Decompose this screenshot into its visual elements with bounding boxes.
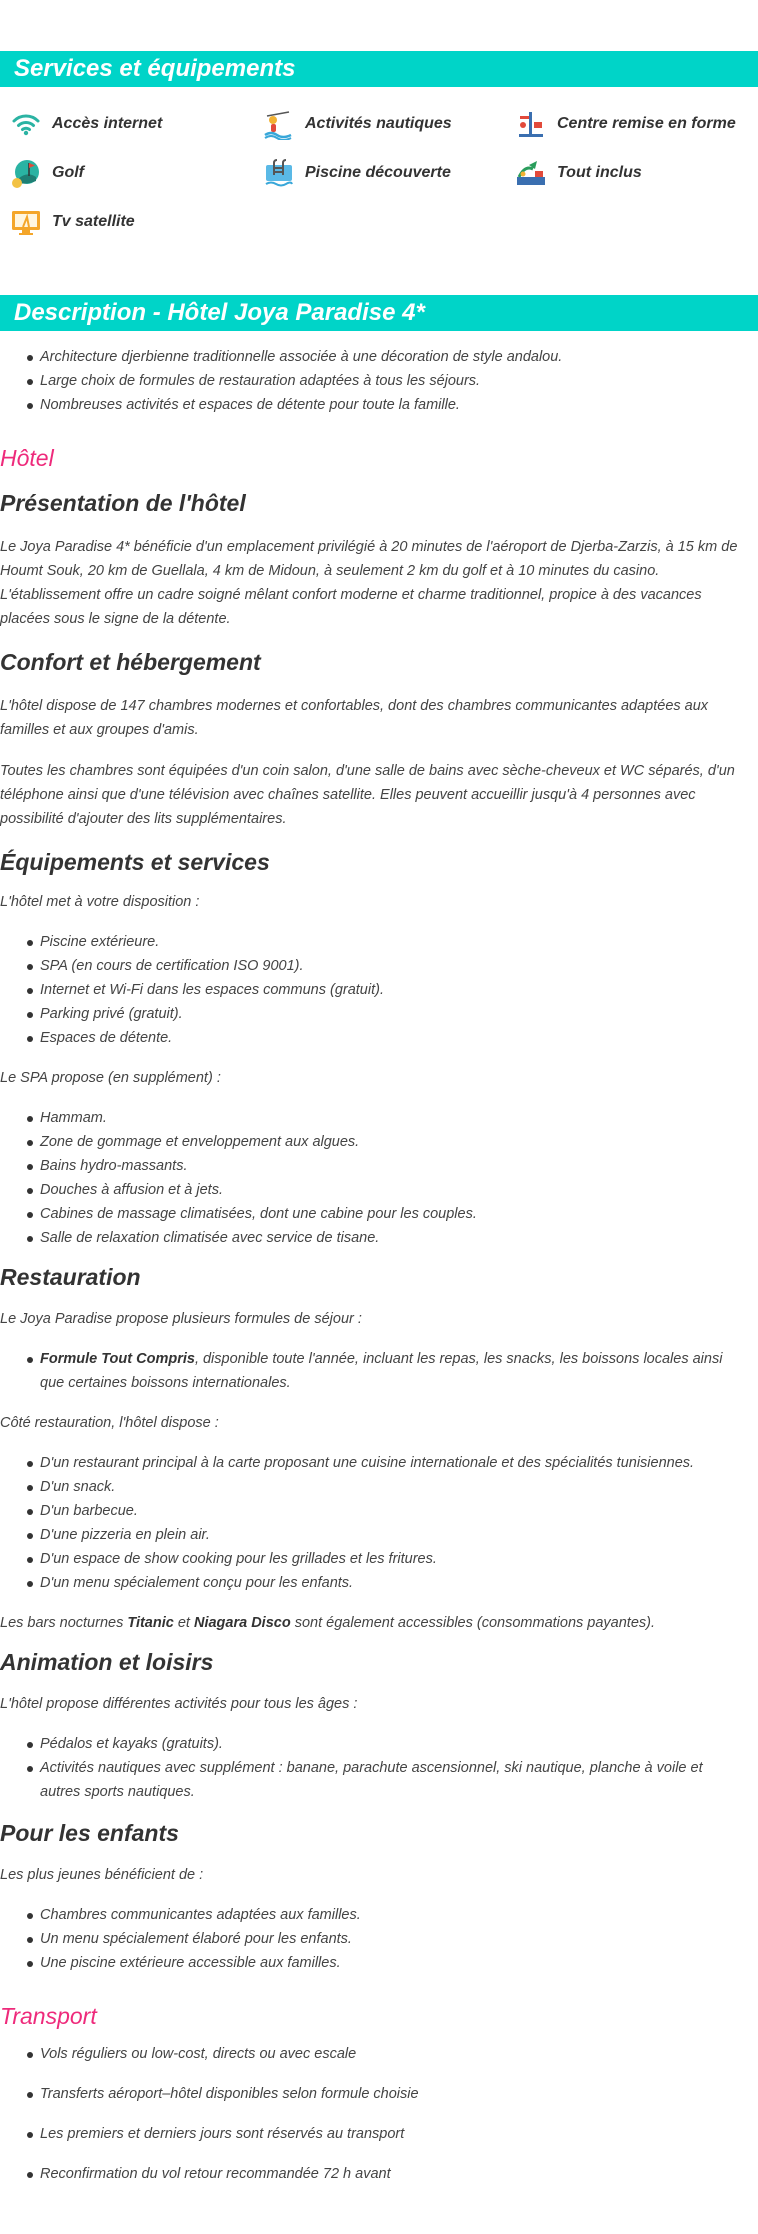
- kids-heading: Pour les enfants: [0, 1820, 179, 1846]
- list-item: D'un barbecue.: [40, 1499, 758, 1523]
- comfort-text-1: L'hôtel dispose de 147 chambres modernes et confortables, dont des chambres communicantes adaptées aux familles et aux groupes d'amis.: [0, 698, 709, 738]
- list-item: Cabines de massage climatisées, dont une cabine pour les couples.: [40, 1202, 758, 1226]
- amenity-pool: [253, 155, 451, 191]
- presentation-text: Le Joya Paradise 4* bénéficie d'un emplacement privilégié à 20 minutes de l'aéroport de Djerba-Zarzis, à 15 km de Houmt Souk, 20 km de Guellala, 4 km de Midoun, à seulement 2 km du golf et à 10 minutes du casino. L'établissement offre un cadre soigné mêlant confort moderne et charme traditionnel, propice à des vacances placées sous le signe de la détente.: [0, 539, 738, 627]
- list-item: Transferts aéroport–hôtel disponibles selon formule choisie: [40, 2082, 758, 2106]
- list-item: Large choix de formules de restauration adaptées à tous les séjours.: [40, 369, 758, 393]
- transport-list: [0, 2042, 758, 2186]
- comfort-text-2: Toutes les chambres sont équipées d'un coin salon, d'une salle de bains avec sèche-cheveux et WC séparés, d'un téléphone ainsi que d'une télévision avec chaînes satellite. Elles peuvent accueillir jusqu'à 4 personnes avec possibilité d'ajouter des lits supplémentaires.: [0, 763, 735, 827]
- list-item: Pédalos et kayaks (gratuits).: [40, 1732, 738, 1756]
- list-item: D'un snack.: [40, 1475, 758, 1499]
- highlights-list: [0, 345, 758, 417]
- bars-mid: et: [173, 1615, 194, 1631]
- list-item: D'un espace de show cooking pour les grillades et les fritures.: [40, 1547, 758, 1571]
- list-item: [40, 1347, 738, 1395]
- restaurant-side-intro: Côté restauration, l'hôtel dispose :: [0, 1415, 219, 1431]
- spa-list: [0, 1106, 758, 1250]
- amenity-label: Piscine découverte: [305, 164, 451, 181]
- hotel-heading: Hôtel: [0, 445, 54, 471]
- animation-intro: L'hôtel propose différentes activités pour tous les âges :: [0, 1696, 358, 1712]
- services-banner: [0, 51, 758, 87]
- list-item: Internet et Wi-Fi dans les espaces communs (gratuit).: [40, 978, 758, 1002]
- list-item: D'une pizzeria en plein air.: [40, 1523, 758, 1547]
- list-item: Espaces de détente.: [40, 1026, 758, 1050]
- fitness-icon: [515, 108, 547, 140]
- amenity-label: Tout inclus: [557, 164, 642, 181]
- golf-icon: [10, 157, 42, 189]
- services-title: Services et équipements: [14, 55, 296, 82]
- equipment-intro: L'hôtel met à votre disposition :: [0, 894, 200, 910]
- animation-list: [0, 1732, 758, 1804]
- list-item: Une piscine extérieure accessible aux familles.: [40, 1951, 758, 1975]
- list-item: Bains hydro-massants.: [40, 1154, 758, 1178]
- list-item: Chambres communicantes adaptées aux familles.: [40, 1903, 758, 1927]
- bars-prefix: Les bars nocturnes: [0, 1615, 128, 1631]
- kids-intro: Les plus jeunes bénéficient de :: [0, 1867, 204, 1883]
- animation-heading: Animation et loisirs: [0, 1649, 214, 1675]
- amenity-water-sports: [253, 106, 452, 142]
- description-body: [0, 345, 758, 2186]
- pool-icon: [263, 157, 295, 189]
- equipment-list: [0, 930, 758, 1050]
- restaurant-intro: Le Joya Paradise propose plusieurs formules de séjour :: [0, 1311, 362, 1327]
- list-item: Activités nautiques avec supplément : banane, parachute ascensionnel, ski nautique, planche à voile et autres sports nautiques.: [40, 1756, 738, 1804]
- amenity-label: Golf: [52, 164, 84, 181]
- amenity-label: Activités nautiques: [305, 115, 452, 132]
- restaurant-heading: Restauration: [0, 1264, 141, 1290]
- list-item: D'un menu spécialement conçu pour les enfants.: [40, 1571, 758, 1595]
- list-item: D'un restaurant principal à la carte proposant une cuisine internationale et des spécialités tunisiennes.: [40, 1451, 758, 1475]
- bar-titanic: Titanic: [127, 1615, 174, 1631]
- all-inclusive-icon: [515, 157, 547, 189]
- list-item: Parking privé (gratuit).: [40, 1002, 758, 1026]
- amenity-tv: [0, 204, 135, 240]
- bar-niagara: Niagara Disco: [193, 1615, 291, 1631]
- formula-name: Formule Tout Compris: [40, 1351, 195, 1367]
- restaurant-list: [0, 1451, 758, 1595]
- wifi-icon: [10, 108, 42, 140]
- amenity-fitness: [505, 106, 736, 142]
- list-item: Piscine extérieure.: [40, 930, 758, 954]
- list-item: Reconfirmation du vol retour recommandée 72 h avant: [40, 2162, 758, 2186]
- list-item: Architecture djerbienne traditionnelle associée à une décoration de style andalou.: [40, 345, 758, 369]
- amenity-label: Tv satellite: [52, 213, 135, 230]
- formula-detail: , disponible toute l'année, incluant les repas, les snacks, les boissons locales ainsi que certaines boissons internationales.: [40, 1351, 723, 1391]
- spa-intro: Le SPA propose (en supplément) :: [0, 1070, 221, 1086]
- tv-icon: [10, 206, 42, 238]
- kids-list: [0, 1903, 758, 1975]
- list-item: Douches à affusion et à jets.: [40, 1178, 758, 1202]
- list-item: Vols réguliers ou low-cost, directs ou avec escale: [40, 2042, 758, 2066]
- amenity-label: Centre remise en forme: [557, 115, 736, 132]
- list-item: Zone de gommage et enveloppement aux algues.: [40, 1130, 758, 1154]
- comfort-heading: Confort et hébergement: [0, 649, 261, 675]
- description-title: Description - Hôtel Joya Paradise 4*: [14, 299, 425, 326]
- water-sports-icon: [263, 108, 295, 140]
- list-item: Salle de relaxation climatisée avec service de tisane.: [40, 1226, 758, 1250]
- list-item: Hammam.: [40, 1106, 758, 1130]
- amenity-golf: [0, 155, 84, 191]
- presentation-heading: Présentation de l'hôtel: [0, 490, 246, 516]
- amenity-label: Accès internet: [52, 115, 163, 132]
- list-item: Nombreuses activités et espaces de détente pour toute la famille.: [40, 393, 758, 417]
- bars-suffix: sont également accessibles (consommations payantes).: [290, 1615, 655, 1631]
- list-item: SPA (en cours de certification ISO 9001).: [40, 954, 758, 978]
- list-item: Les premiers et derniers jours sont réservés au transport: [40, 2122, 758, 2146]
- formula-list: [0, 1347, 758, 1395]
- amenity-all-inclusive: [505, 155, 642, 191]
- transport-heading: Transport: [0, 2003, 97, 2029]
- description-banner: [0, 295, 758, 331]
- list-item: Un menu spécialement élaboré pour les enfants.: [40, 1927, 758, 1951]
- equipment-heading: Équipements et services: [0, 849, 270, 875]
- amenity-internet: [0, 106, 162, 142]
- bars-text: [0, 1611, 758, 1635]
